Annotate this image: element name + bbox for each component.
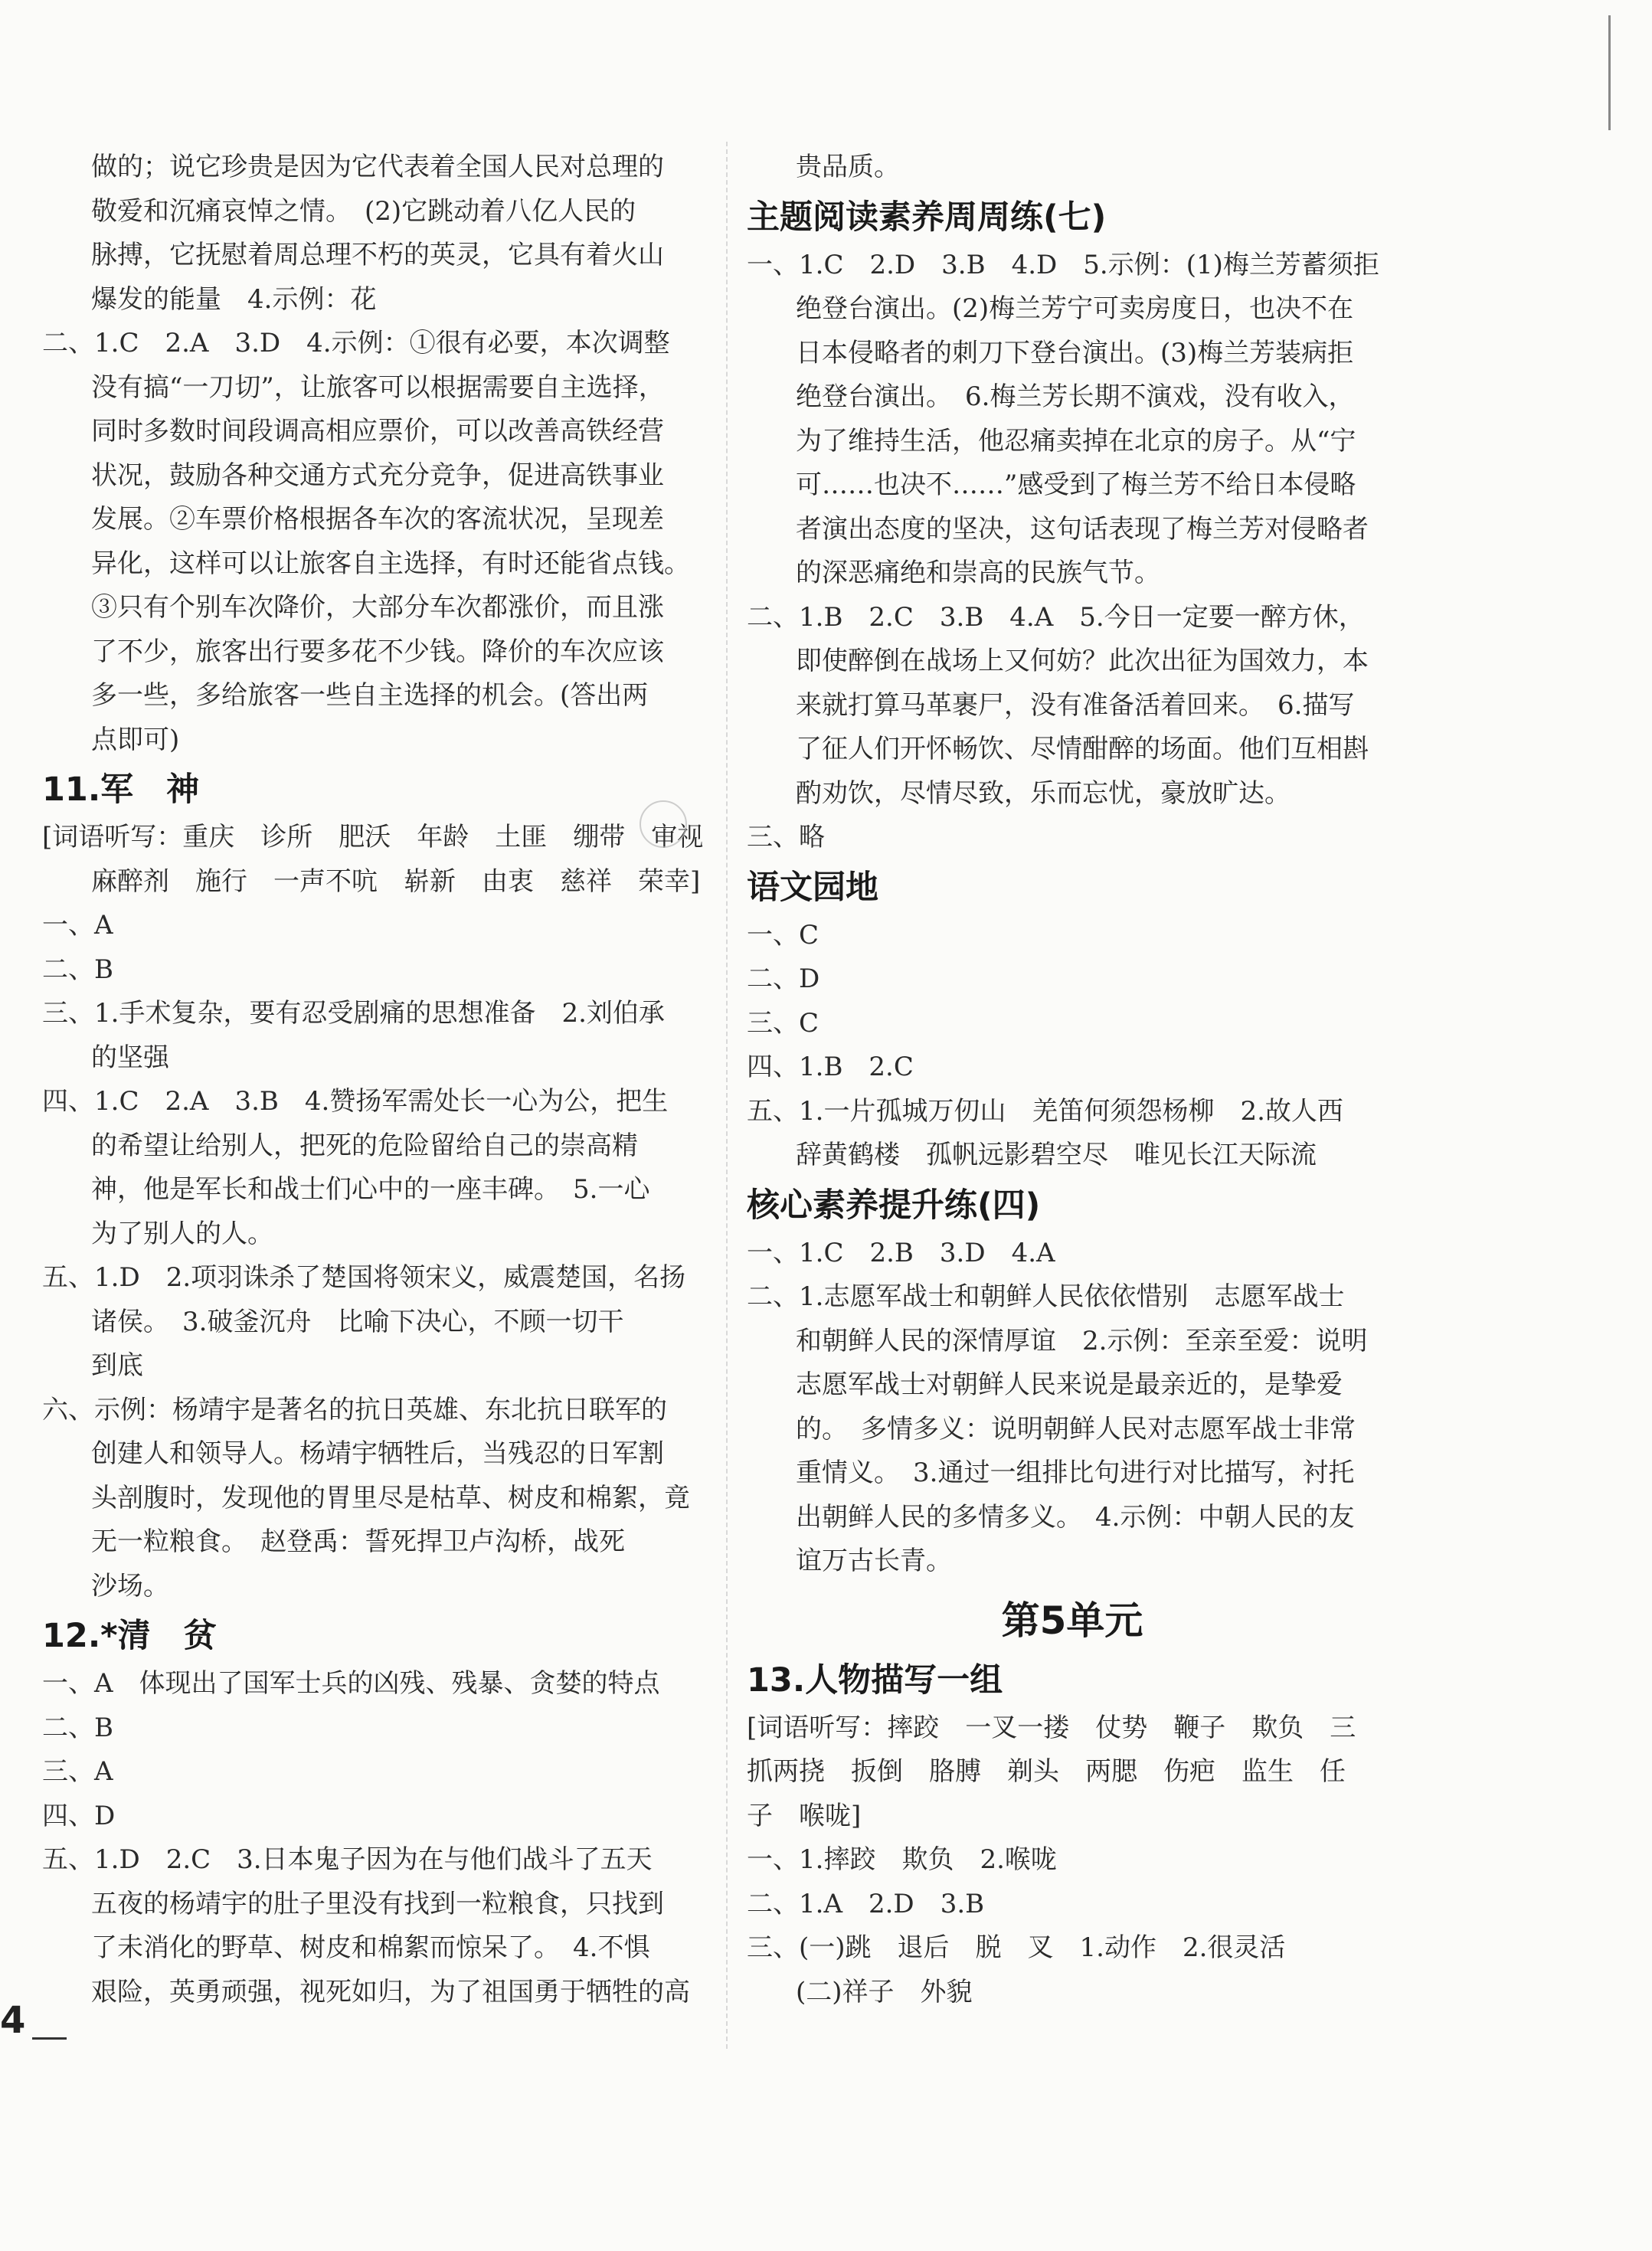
answer-line: 子 喉咙]	[747, 1800, 862, 1831]
answer-line: 的坚强	[91, 1042, 169, 1073]
answer-line: 三、略	[747, 822, 825, 852]
answer-line: 脉搏，它抚慰着周总理不朽的英灵，它具有着火山	[91, 240, 664, 270]
answer-line: 无一粒粮食。 赵登禹：誓死捍卫卢沟桥，战死	[91, 1526, 625, 1557]
answer-line: 四、1.C 2.A 3.B 4.赞扬军需处长一心为公，把生	[42, 1086, 669, 1117]
answer-line: 三、(一)跳 退后 脱 叉 1.动作 2.很灵活	[747, 1932, 1286, 1963]
answer-line: 谊万古长青。	[796, 1546, 952, 1576]
section-heading: 核心素养提升练(四)	[747, 1186, 1041, 1225]
answer-line: 一、1.摔跤 欺负 2.喉咙	[747, 1844, 1057, 1875]
answer-line: 做的；说它珍贵是因为它代表着全国人民对总理的	[91, 152, 664, 182]
answer-line: 绝登台演出。 6.梅兰芳长期不演戏，没有收入，	[796, 381, 1355, 412]
answer-line: 六、示例：杨靖宇是著名的抗日英雄、东北抗日联军的	[42, 1394, 667, 1425]
answer-line: 五、1.一片孤城万仞山 羌笛何须怨杨柳 2.故人西	[747, 1095, 1343, 1127]
answer-line: 二、1.志愿军战士和朝鲜人民依依惜别 志愿军战士	[747, 1281, 1345, 1312]
answer-line: 二、1.A 2.D 3.B	[747, 1888, 985, 1919]
answer-line: 辞黄鹤楼 孤帆远影碧空尽 唯见长江天际流	[796, 1140, 1317, 1170]
answer-line: [词语听写：摔跤 一叉一搂 仗势 鞭子 欺负 三	[747, 1712, 1356, 1743]
answer-line: 了征人们开怀畅饮、尽情酣醉的场面。他们互相斟	[796, 734, 1369, 764]
column-divider	[726, 142, 728, 2049]
answer-line: 麻醉剂 施行 一声不吭 崭新 由衷 慈祥 荣幸]	[91, 865, 701, 897]
answer-line: 状况，鼓励各种交通方式充分竞争，促进高铁事业	[91, 460, 664, 491]
answer-line: 即使醉倒在战场上又何妨？此次出征为国效力，本	[796, 646, 1369, 676]
answer-line: 没有搞“一刀切”，让旅客可以根据需要自主选择，	[91, 371, 665, 403]
answer-line: 出朝鲜人民的多情多义。 4.示例：中朝人民的友	[796, 1501, 1355, 1533]
answer-line: 二、D	[747, 964, 820, 994]
answer-line: [词语听写：重庆 诊所 肥沃 年龄 土匪 绷带 审视	[42, 822, 704, 852]
answer-line: 的希望让给别人，把死的危险留给自己的崇高精	[91, 1130, 638, 1161]
answer-line: 为了维持生活，他忍痛卖掉在北京的房子。从“宁	[796, 425, 1356, 456]
unit-heading: 第5单元	[1001, 1598, 1143, 1643]
answer-line: 和朝鲜人民的深情厚谊 2.示例：至亲至爱：说明	[796, 1325, 1368, 1356]
answer-line: 绝登台演出。(2)梅兰芳宁可卖房度日，也决不在	[796, 293, 1354, 324]
answer-line: 敬爱和沉痛哀悼之情。 (2)它跳动着八亿人民的	[91, 195, 636, 227]
section-heading: 12.*清 贫	[42, 1617, 217, 1655]
section-heading: 主题阅读素养周周练(七)	[747, 198, 1107, 237]
answer-line: 头剖腹时，发现他的胃里尽是枯草、树皮和棉絮，竟	[91, 1482, 690, 1513]
answer-line: 了未消化的野草、树皮和棉絮而惊呆了。 4.不惧	[91, 1932, 650, 1963]
answer-line: 点即可)	[91, 724, 180, 755]
answer-line: 来就打算马革裹尸，没有准备活着回来。 6.描写	[796, 689, 1355, 721]
answer-line: 了不少，旅客出行要多花不少钱。降价的车次应该	[91, 636, 664, 667]
answer-line: 重情义。 3.通过一组排比句进行对比描写，衬托	[796, 1458, 1355, 1488]
answer-line: 一、A 体现出了国军士兵的凶残、残暴、贪婪的特点	[42, 1668, 660, 1699]
section-heading: 语文园地	[747, 868, 878, 907]
answer-line: 一、A	[42, 910, 113, 941]
answer-line: ③只有个别车次降价，大部分车次都涨价，而且涨	[91, 592, 664, 623]
answer-line: 多一些，多给旅客一些自主选择的机会。(答出两	[91, 680, 649, 711]
answer-line: 发展。②车票价格根据各车次的客流状况，呈现差	[91, 504, 664, 535]
page-number: 4	[0, 1999, 26, 2042]
answer-line: 二、B	[42, 954, 113, 985]
answer-line: 五夜的杨靖宇的肚子里没有找到一粒粮食，只找到	[91, 1888, 664, 1919]
answer-line: 一、1.C 2.B 3.D 4.A	[747, 1237, 1055, 1268]
answer-line: 异化，这样可以让旅客自主选择，有时还能省点钱。	[91, 548, 690, 579]
answer-line: 沙场。	[91, 1570, 169, 1602]
answer-line: 诸侯。 3.破釜沉舟 比喻下决心，不顾一切干	[91, 1306, 624, 1337]
answer-line: 抓两挠 扳倒 胳膊 剃头 两腮 伤疤 监生 任	[747, 1756, 1346, 1787]
answer-line: 三、1.手术复杂，要有忍受剧痛的思想准备 2.刘伯承	[42, 998, 665, 1029]
right-column	[747, 146, 1398, 2014]
answer-line: 三、C	[747, 1007, 819, 1039]
answer-line: 二、1.B 2.C 3.B 4.A 5.今日一定要一醉方休，	[747, 601, 1365, 633]
answer-line: 二、1.C 2.A 3.D 4.示例：①很有必要，本次调整	[42, 328, 670, 358]
answer-line: 神，他是军长和战士们心中的一座丰碑。 5.一心	[91, 1174, 650, 1205]
answer-line: 二、B	[42, 1712, 113, 1743]
page-number-rule	[32, 2037, 67, 2040]
answer-line: 五、1.D 2.项羽诛杀了楚国将领宋义，威震楚国，名扬	[42, 1262, 686, 1293]
answer-line: 到底	[91, 1350, 143, 1381]
answer-line: 同时多数时间段调高相应票价，可以改善高铁经营	[91, 416, 664, 447]
answer-line: 日本侵略者的刺刀下登台演出。(3)梅兰芳装病拒	[796, 337, 1354, 368]
answer-line: 的。 多情多义：说明朝鲜人民对志愿军战士非常	[796, 1413, 1356, 1445]
answer-line: 四、1.B 2.C	[747, 1052, 914, 1082]
answer-line: 一、1.C 2.D 3.B 4.D 5.示例：(1)梅兰芳蓄须拒	[747, 249, 1379, 280]
answer-line: 者演出态度的坚决，这句话表现了梅兰芳对侵略者	[796, 513, 1369, 545]
answer-line: 为了别人的人。	[91, 1218, 273, 1249]
left-column	[42, 146, 708, 2014]
answer-line: 一、C	[747, 919, 819, 950]
answer-line: (二)祥子 外貌	[796, 1976, 973, 2007]
section-heading: 13.人物描写一组	[747, 1660, 1003, 1700]
answer-line: 创建人和领导人。杨靖宇牺牲后，当残忍的日军割	[91, 1438, 664, 1469]
watermark-stamp-icon	[640, 800, 687, 848]
answer-line: 爆发的能量 4.示例：花	[91, 283, 377, 315]
answer-line: 的深恶痛绝和崇高的民族气节。	[796, 558, 1160, 588]
answer-line: 三、A	[42, 1756, 113, 1787]
answer-line: 五、1.D 2.C 3.日本鬼子因为在与他们战斗了五天	[42, 1844, 653, 1875]
answer-line: 贵品质。	[796, 152, 900, 182]
answer-line: 艰险，英勇顽强，视死如归，为了祖国勇于牺牲的高	[91, 1976, 690, 2007]
answer-line: 四、D	[42, 1800, 116, 1831]
page-edge-rule	[1608, 15, 1611, 130]
answer-line: 可……也决不……”感受到了梅兰芳不给日本侵略	[796, 470, 1356, 500]
answer-line: 酌劝饮，尽情尽致，乐而忘忧，豪放旷达。	[796, 777, 1291, 809]
answer-line: 志愿军战士对朝鲜人民来说是最亲近的，是挚爱	[796, 1369, 1343, 1400]
section-heading: 11.军 神	[42, 771, 200, 809]
